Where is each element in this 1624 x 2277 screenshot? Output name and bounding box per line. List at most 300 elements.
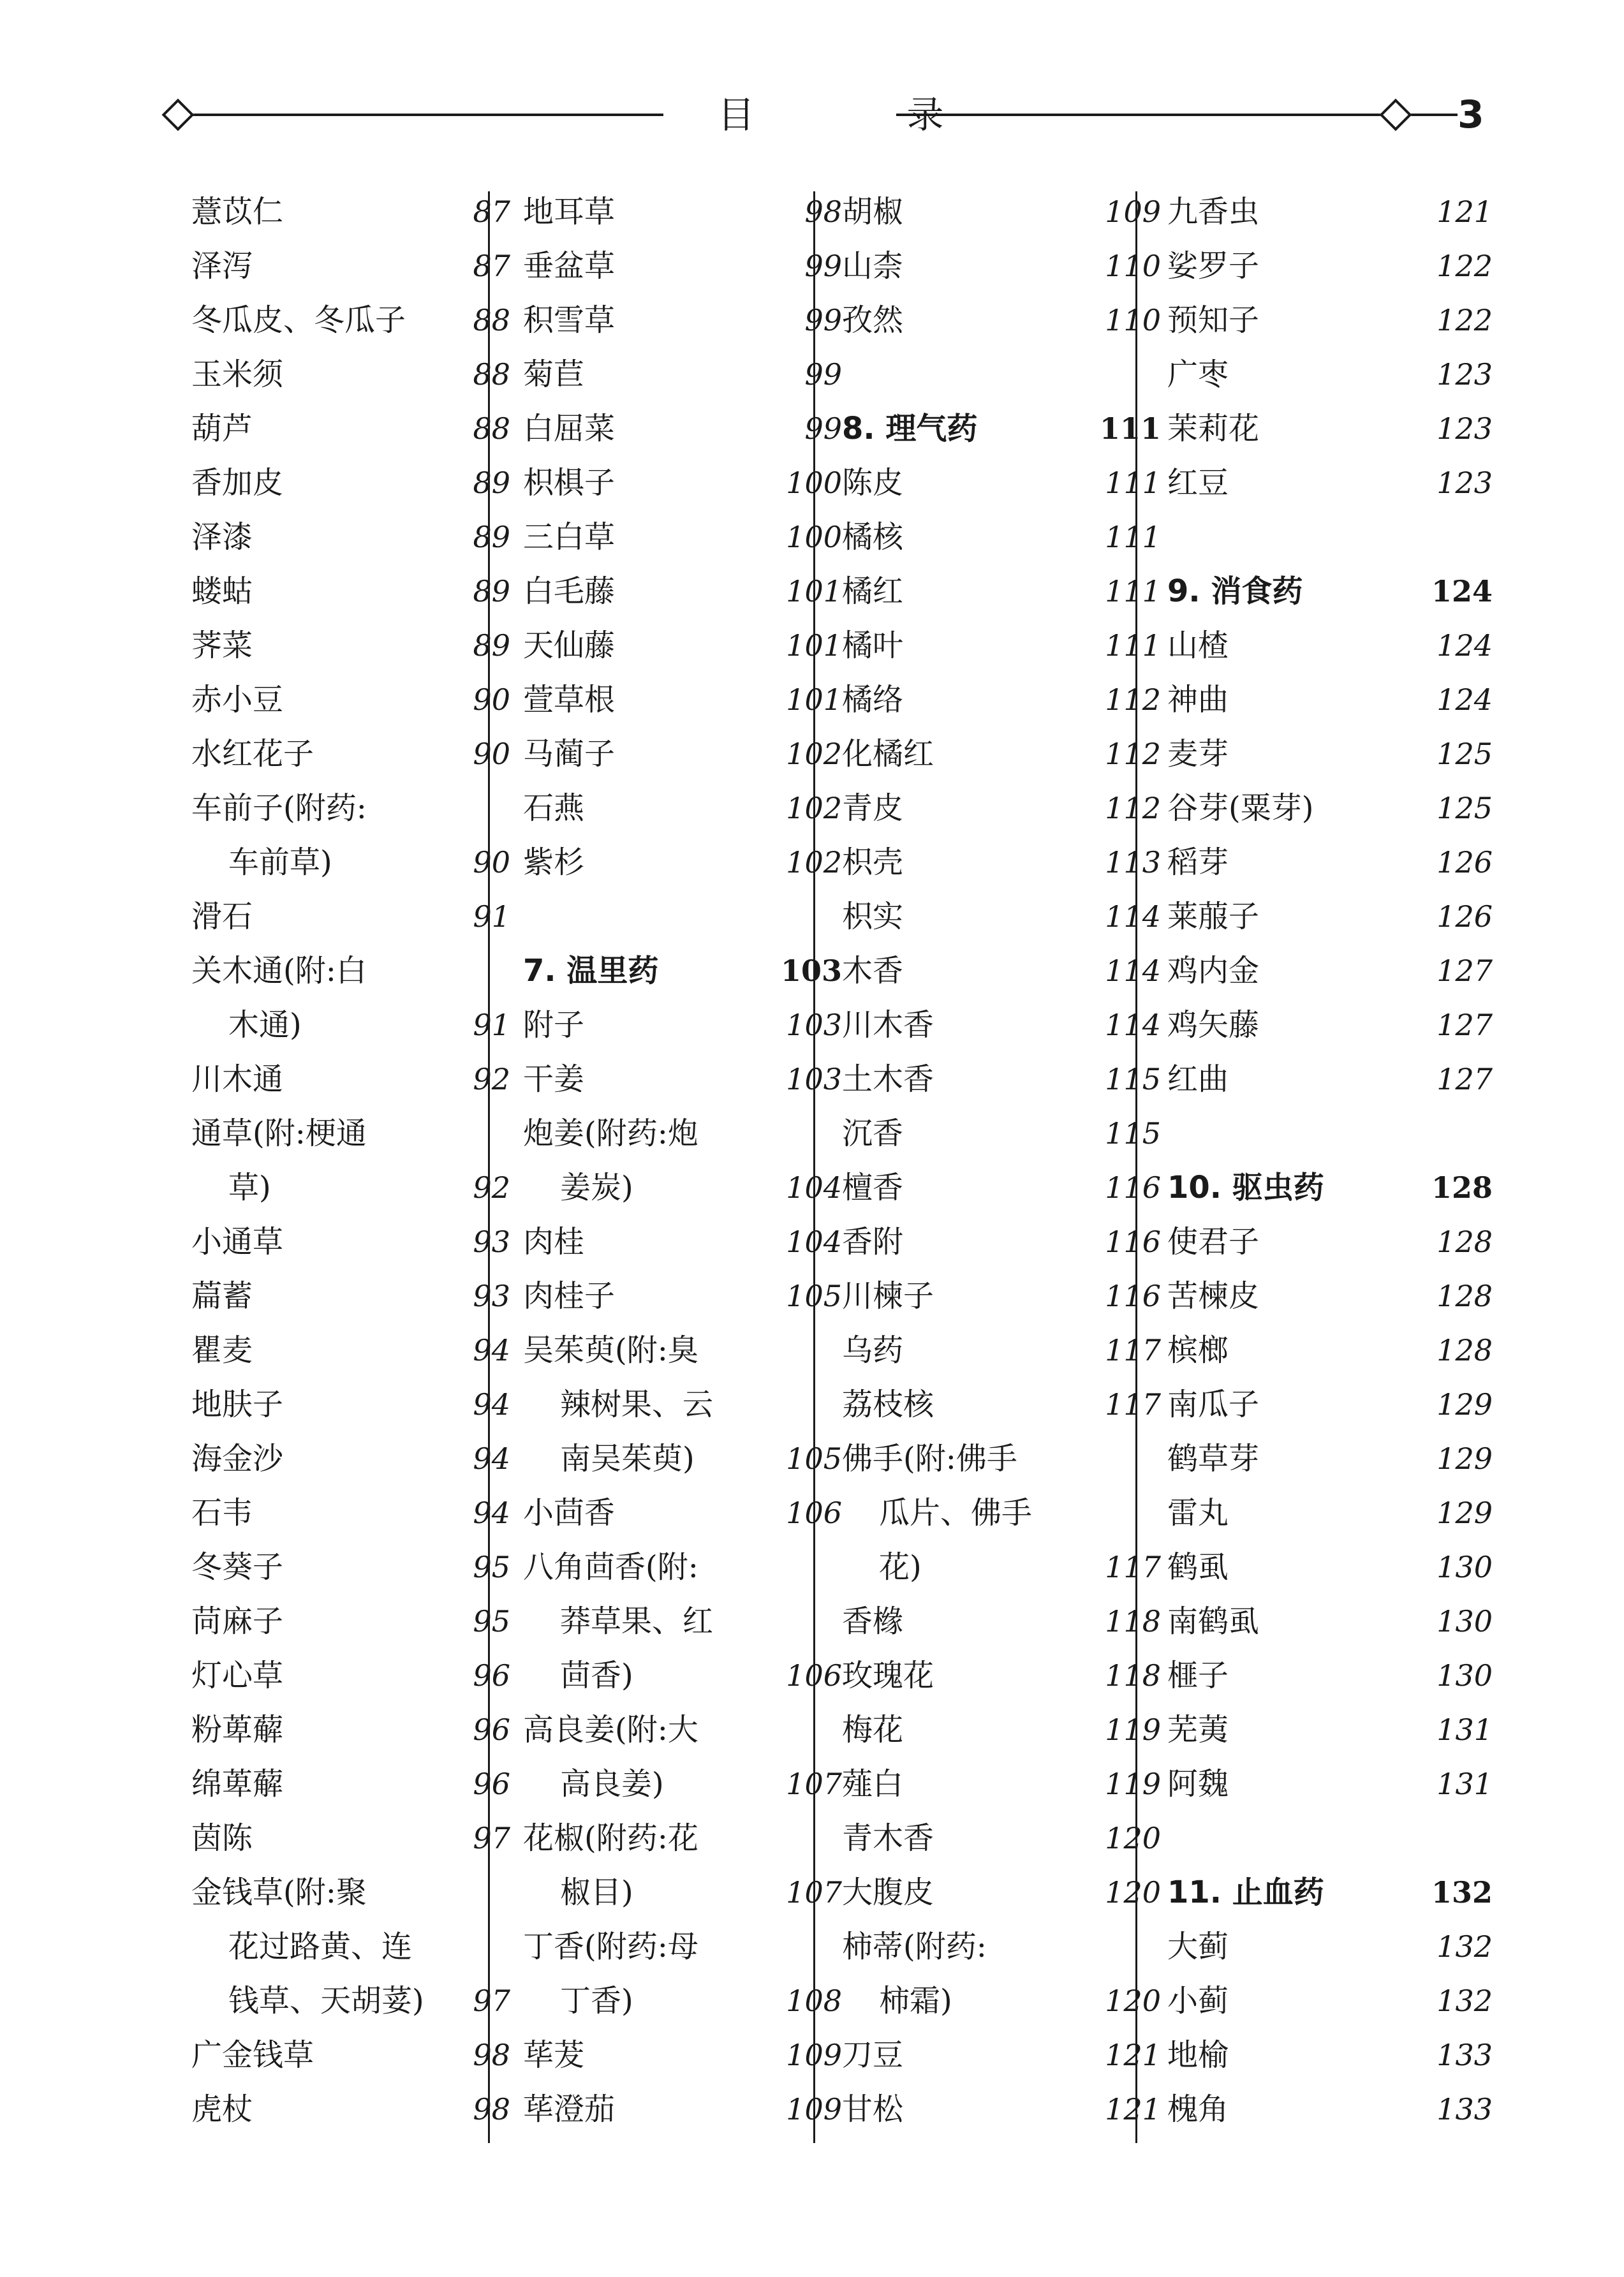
toc-entry [842, 727, 1161, 781]
entry-title: 白屈菜 [523, 411, 616, 446]
entry-title: 刀豆 [842, 2037, 904, 2073]
toc-entry [191, 348, 510, 402]
entry-page-number: 117 [1105, 1387, 1161, 1422]
entry-page-number: 104 [786, 1225, 842, 1259]
entry-title: 莽草果、红 [560, 1603, 714, 1639]
toc-entry [1167, 1378, 1493, 1432]
entry-page-number: 124 [1436, 628, 1493, 663]
entry-title: 芜荑 [1167, 1712, 1229, 1748]
entry-page-number: 96 [473, 1767, 510, 1801]
entry-title: 青木香 [842, 1820, 934, 1856]
entry-title: 赤小豆 [191, 682, 284, 718]
entry-page-number: 120 [1105, 1875, 1161, 1910]
toc-entry [523, 402, 842, 456]
entry-page-number: 112 [1105, 791, 1161, 825]
toc-entry [191, 1811, 510, 1866]
entry-title: 山楂 [1167, 628, 1229, 663]
entry-page-number: 110 [1105, 303, 1161, 337]
entry-page-number: 117 [1105, 1550, 1161, 1584]
column-divider [488, 191, 490, 2143]
toc-entry [842, 1486, 1161, 1540]
toc-entry [191, 1540, 510, 1595]
toc-entry [842, 1540, 1161, 1595]
section-heading [1167, 1161, 1493, 1215]
entry-page-number: 109 [1105, 195, 1161, 229]
entry-title: 苦楝皮 [1167, 1278, 1260, 1314]
toc-entry [1167, 1974, 1493, 2028]
entry-title: 吴茱萸(附:臭 [523, 1332, 698, 1368]
entry-title: 红豆 [1167, 465, 1229, 501]
entry-title: 木通) [228, 1007, 302, 1043]
toc-entry [842, 673, 1161, 727]
entry-title: 乌药 [842, 1332, 904, 1368]
toc-entry [523, 1432, 842, 1486]
entry-page-number: 121 [1436, 195, 1493, 229]
toc-entry [191, 1323, 510, 1378]
toc-entry [523, 1269, 842, 1323]
entry-title: 干姜 [523, 1061, 585, 1097]
entry-title: 海金沙 [191, 1441, 284, 1477]
entry-title: 钱草、天胡荽) [228, 1983, 424, 2019]
entry-title: 甘松 [842, 2091, 904, 2127]
toc-entry [842, 1649, 1161, 1703]
toc-entry [523, 510, 842, 564]
entry-page-number: 120 [1105, 1821, 1161, 1855]
entry-title: 滑石 [191, 899, 253, 934]
toc-entry [1167, 239, 1493, 293]
entry-page-number: 119 [1105, 1713, 1161, 1747]
entry-page-number: 131 [1436, 1713, 1493, 1747]
entry-title: 马蔺子 [523, 736, 616, 772]
entry-title: 雷丸 [1167, 1495, 1229, 1531]
entry-page-number: 100 [786, 520, 842, 554]
toc-entry [191, 836, 510, 890]
entry-title: 菊苣 [523, 357, 585, 392]
entry-title: 附子 [523, 1007, 585, 1043]
entry-page-number: 97 [473, 1821, 510, 1855]
toc-entry [842, 510, 1161, 564]
entry-title: 冬葵子 [191, 1549, 284, 1585]
entry-title: 佛手(附:佛手 [842, 1441, 1017, 1477]
toc-entry [523, 1161, 842, 1215]
entry-title: 玉米须 [191, 357, 284, 392]
toc-entry [523, 564, 842, 619]
entry-page-number: 107 [786, 1767, 842, 1801]
entry-title: 茉莉花 [1167, 411, 1260, 446]
toc-entry [842, 1703, 1161, 1757]
entry-title: 萹蓄 [191, 1278, 253, 1314]
toc-entry [842, 1052, 1161, 1107]
page-header [163, 89, 1509, 140]
entry-page-number: 102 [786, 845, 842, 880]
entry-page-number: 109 [786, 2038, 842, 2072]
toc-entry [191, 1432, 510, 1486]
toc-entry [842, 2082, 1161, 2137]
toc-entry [191, 1974, 510, 2028]
toc-entry [1167, 1432, 1493, 1486]
entry-title: 茴香) [560, 1658, 633, 1693]
toc-entry [1167, 1757, 1493, 1811]
entry-title: 9. 消食药 [1167, 573, 1303, 609]
toc-spacer [1167, 1107, 1493, 1161]
diamond-ornament-icon [1380, 99, 1412, 131]
entry-title: 苘麻子 [191, 1603, 284, 1639]
entry-title: 7. 温里药 [523, 953, 659, 989]
entry-title: 高良姜(附:大 [523, 1712, 698, 1748]
entry-page-number: 102 [786, 737, 842, 771]
entry-title: 草) [228, 1170, 271, 1205]
toc-entry [1167, 1486, 1493, 1540]
entry-title: 通草(附:梗通 [191, 1116, 367, 1151]
section-heading [523, 944, 842, 998]
entry-page-number: 119 [1105, 1767, 1161, 1801]
section-heading [842, 402, 1161, 456]
toc-entry [523, 1757, 842, 1811]
entry-title: 绵萆薢 [191, 1766, 284, 1802]
entry-title: 川木香 [842, 1007, 934, 1043]
entry-page-number: 118 [1105, 1604, 1161, 1639]
toc-entry [842, 619, 1161, 673]
toc-entry [842, 1432, 1161, 1486]
entry-page-number: 89 [473, 520, 510, 554]
toc-entry [842, 239, 1161, 293]
entry-page-number: 93 [473, 1225, 510, 1259]
entry-page-number: 113 [1105, 845, 1161, 880]
entry-title: 地耳草 [523, 194, 616, 230]
entry-title: 九香虫 [1167, 194, 1260, 230]
entry-title: 小蓟 [1167, 1983, 1229, 2019]
toc-entry [191, 1161, 510, 1215]
toc-entry [842, 185, 1161, 239]
entry-page-number: 114 [1105, 899, 1161, 934]
entry-title: 荠菜 [191, 628, 253, 663]
entry-title: 白毛藤 [523, 573, 616, 609]
toc-entry [191, 456, 510, 510]
entry-page-number: 88 [473, 411, 510, 446]
toc-entry [191, 673, 510, 727]
toc-entry [523, 1107, 842, 1161]
toc-entry [842, 1811, 1161, 1866]
toc-entry [842, 1378, 1161, 1432]
entry-title: 椒目) [560, 1875, 633, 1910]
entry-title: 沉香 [842, 1116, 904, 1151]
entry-page-number: 90 [473, 845, 510, 880]
entry-page-number: 100 [786, 466, 842, 500]
entry-page-number: 116 [1105, 1170, 1161, 1205]
toc-entry [842, 2028, 1161, 2082]
toc-entry [191, 781, 510, 836]
entry-page-number: 96 [473, 1658, 510, 1693]
entry-page-number: 111 [1105, 628, 1161, 663]
entry-page-number: 131 [1436, 1767, 1493, 1801]
entry-title: 水红花子 [191, 736, 314, 772]
entry-title: 姜炭) [560, 1170, 633, 1205]
entry-title: 辣树果、云 [560, 1387, 714, 1422]
entry-title: 阿魏 [1167, 1766, 1229, 1802]
entry-page-number: 122 [1436, 249, 1493, 283]
entry-title: 瞿麦 [191, 1332, 253, 1368]
entry-page-number: 107 [786, 1875, 842, 1910]
entry-title: 花) [879, 1549, 922, 1585]
toc-entry [1167, 2082, 1493, 2137]
entry-title: 小茴香 [523, 1495, 616, 1531]
toc-spacer [1167, 1811, 1493, 1866]
entry-page-number: 128 [1436, 1333, 1493, 1367]
toc-entry [523, 1595, 842, 1649]
toc-entry [842, 1595, 1161, 1649]
entry-title: 大腹皮 [842, 1875, 934, 1910]
toc-column-1 [191, 185, 510, 2137]
entry-page-number: 129 [1436, 1387, 1493, 1422]
entry-title: 冬瓜皮、冬瓜子 [191, 302, 406, 338]
page-number: 3 [1458, 92, 1484, 137]
toc-entry [523, 727, 842, 781]
entry-page-number: 123 [1436, 357, 1493, 392]
column-divider [1135, 191, 1137, 2143]
entry-title: 胡椒 [842, 194, 904, 230]
entry-title: 鸡内金 [1167, 953, 1260, 989]
toc-entry [191, 239, 510, 293]
entry-page-number: 94 [473, 1496, 510, 1530]
entry-page-number: 105 [786, 1279, 842, 1313]
entry-title: 使君子 [1167, 1224, 1260, 1260]
entry-title: 10. 驱虫药 [1167, 1170, 1324, 1205]
toc-entry [1167, 727, 1493, 781]
toc-entry [1167, 1052, 1493, 1107]
entry-page-number: 103 [786, 1008, 842, 1042]
entry-title: 小通草 [191, 1224, 284, 1260]
entry-page-number: 88 [473, 303, 510, 337]
entry-title: 紫杉 [523, 844, 585, 880]
entry-page-number: 114 [1105, 954, 1161, 988]
entry-title: 榧子 [1167, 1658, 1229, 1693]
toc-entry [842, 1866, 1161, 1920]
entry-title: 檀香 [842, 1170, 904, 1205]
entry-page-number: 111 [1105, 466, 1161, 500]
entry-page-number: 102 [786, 791, 842, 825]
toc-entry [1167, 293, 1493, 348]
entry-title: 香橼 [842, 1603, 904, 1639]
entry-title: 稻芽 [1167, 844, 1229, 880]
toc-entry [523, 2082, 842, 2137]
entry-title: 梅花 [842, 1712, 904, 1748]
entry-title: 槟榔 [1167, 1332, 1229, 1368]
entry-title: 山柰 [842, 248, 904, 284]
toc-entry [842, 944, 1161, 998]
toc-entry [523, 1540, 842, 1595]
section-heading [1167, 564, 1493, 619]
toc-entry [523, 456, 842, 510]
entry-page-number: 122 [1436, 303, 1493, 337]
toc-spacer [1167, 510, 1493, 564]
entry-title: 枳壳 [842, 844, 904, 880]
toc-entry [191, 510, 510, 564]
entry-page-number: 91 [473, 899, 510, 934]
toc-entry [1167, 619, 1493, 673]
entry-title: 槐角 [1167, 2091, 1229, 2127]
entry-title: 川木通 [191, 1061, 284, 1097]
entry-title: 木香 [842, 953, 904, 989]
toc-entry [523, 1052, 842, 1107]
toc-entry [191, 1486, 510, 1540]
entry-page-number: 129 [1436, 1441, 1493, 1476]
toc-entry [523, 998, 842, 1052]
toc-entry [191, 998, 510, 1052]
toc-entry [1167, 1703, 1493, 1757]
toc-entry [1167, 836, 1493, 890]
toc-entry [523, 1703, 842, 1757]
entry-title: 化橘红 [842, 736, 934, 772]
toc-entry [523, 239, 842, 293]
toc-column-4 [1167, 185, 1493, 2137]
entry-title: 丁香(附药:母 [523, 1929, 698, 1964]
entry-title: 红曲 [1167, 1061, 1229, 1097]
entry-title: 高良姜) [560, 1766, 664, 1802]
toc-entry [842, 1974, 1161, 2028]
entry-title: 薤白 [842, 1766, 904, 1802]
toc-entry [842, 1920, 1161, 1974]
entry-page-number: 101 [786, 682, 842, 717]
entry-page-number: 124 [1436, 682, 1493, 717]
entry-page-number: 121 [1105, 2038, 1161, 2072]
toc-spacer [523, 890, 842, 944]
toc-entry [191, 1107, 510, 1161]
entry-page-number: 130 [1436, 1658, 1493, 1693]
toc-entry [191, 1595, 510, 1649]
entry-page-number: 92 [473, 1062, 510, 1096]
entry-page-number: 132 [1436, 1984, 1493, 2018]
entry-title: 莱菔子 [1167, 899, 1260, 934]
entry-page-number: 95 [473, 1604, 510, 1639]
entry-title: 薏苡仁 [191, 194, 284, 230]
entry-page-number: 99 [804, 411, 842, 446]
entry-page-number: 130 [1436, 1604, 1493, 1639]
toc-entry [191, 944, 510, 998]
entry-title: 积雪草 [523, 302, 616, 338]
toc-entry [191, 2028, 510, 2082]
entry-page-number: 94 [473, 1441, 510, 1476]
entry-page-number: 129 [1436, 1496, 1493, 1530]
column-divider [813, 191, 815, 2143]
toc-entry [842, 1757, 1161, 1811]
toc-entry [523, 1866, 842, 1920]
toc-entry [842, 1269, 1161, 1323]
toc-entry [523, 1649, 842, 1703]
toc-entry [191, 1215, 510, 1269]
entry-page-number: 132 [1436, 1929, 1493, 1964]
entry-title: 地肤子 [191, 1387, 284, 1422]
toc-entry [842, 1107, 1161, 1161]
entry-page-number: 118 [1105, 1658, 1161, 1693]
toc-entry [1167, 1540, 1493, 1595]
entry-title: 荜茇 [523, 2037, 585, 2073]
toc-spacer [842, 348, 1161, 402]
entry-title: 垂盆草 [523, 248, 616, 284]
entry-title: 神曲 [1167, 682, 1229, 718]
entry-page-number: 95 [473, 1550, 510, 1584]
entry-page-number: 101 [786, 574, 842, 608]
entry-title: 荔枝核 [842, 1387, 934, 1422]
toc-entry [191, 1269, 510, 1323]
entry-title: 川楝子 [842, 1278, 934, 1314]
toc-entry [191, 2082, 510, 2137]
entry-page-number: 123 [1436, 466, 1493, 500]
toc-entry [523, 836, 842, 890]
entry-title: 橘核 [842, 519, 904, 555]
entry-title: 麦芽 [1167, 736, 1229, 772]
entry-title: 茵陈 [191, 1820, 253, 1856]
toc-entry [191, 402, 510, 456]
toc-entry [191, 1757, 510, 1811]
entry-page-number: 97 [473, 1984, 510, 2018]
toc-entry [1167, 1215, 1493, 1269]
entry-title: 娑罗子 [1167, 248, 1260, 284]
entry-page-number: 123 [1436, 411, 1493, 446]
toc-entry [1167, 673, 1493, 727]
entry-title: 广金钱草 [191, 2037, 314, 2073]
entry-page-number: 99 [804, 249, 842, 283]
entry-title: 石韦 [191, 1495, 253, 1531]
toc-entry [523, 185, 842, 239]
toc-entry [1167, 781, 1493, 836]
toc-entry [523, 1486, 842, 1540]
entry-page-number: 99 [804, 357, 842, 392]
entry-page-number: 116 [1105, 1225, 1161, 1259]
toc-entry [191, 1052, 510, 1107]
entry-title: 天仙藤 [523, 628, 616, 663]
entry-title: 葫芦 [191, 411, 253, 446]
toc-entry [191, 1378, 510, 1432]
entry-title: 八角茴香(附: [523, 1549, 698, 1585]
entry-page-number: 110 [1105, 249, 1161, 283]
entry-page-number: 124 [1431, 574, 1493, 608]
entry-page-number: 108 [786, 1984, 842, 2018]
toc-entry [1167, 1595, 1493, 1649]
entry-page-number: 130 [1436, 1550, 1493, 1584]
toc-entry [842, 456, 1161, 510]
toc-entry [191, 1649, 510, 1703]
toc-entry [523, 2028, 842, 2082]
entry-title: 花过路黄、连 [228, 1929, 413, 1964]
entry-page-number: 98 [473, 2038, 510, 2072]
entry-page-number: 92 [473, 1170, 510, 1205]
entry-page-number: 127 [1436, 954, 1493, 988]
entry-title: 丁香) [560, 1983, 633, 2019]
entry-page-number: 94 [473, 1387, 510, 1422]
toc-entry [1167, 1649, 1493, 1703]
entry-page-number: 111 [1105, 520, 1161, 554]
entry-title: 粉萆薢 [191, 1712, 284, 1748]
entry-title: 11. 止血药 [1167, 1875, 1324, 1910]
toc-entry [842, 781, 1161, 836]
entry-page-number: 87 [473, 195, 510, 229]
entry-page-number: 115 [1105, 1062, 1161, 1096]
toc-entry [523, 1920, 842, 1974]
toc-entry [1167, 402, 1493, 456]
entry-page-number: 111 [1105, 574, 1161, 608]
entry-title: 瓜片、佛手 [879, 1495, 1033, 1531]
entry-title: 荜澄茄 [523, 2091, 616, 2127]
entry-title: 8. 理气药 [842, 411, 978, 446]
entry-page-number: 93 [473, 1279, 510, 1313]
toc-entry [1167, 1269, 1493, 1323]
entry-page-number: 112 [1105, 737, 1161, 771]
entry-title: 柿霜) [879, 1983, 952, 2019]
entry-page-number: 127 [1436, 1062, 1493, 1096]
entry-page-number: 90 [473, 682, 510, 717]
entry-title: 陈皮 [842, 465, 904, 501]
toc-entry [523, 781, 842, 836]
